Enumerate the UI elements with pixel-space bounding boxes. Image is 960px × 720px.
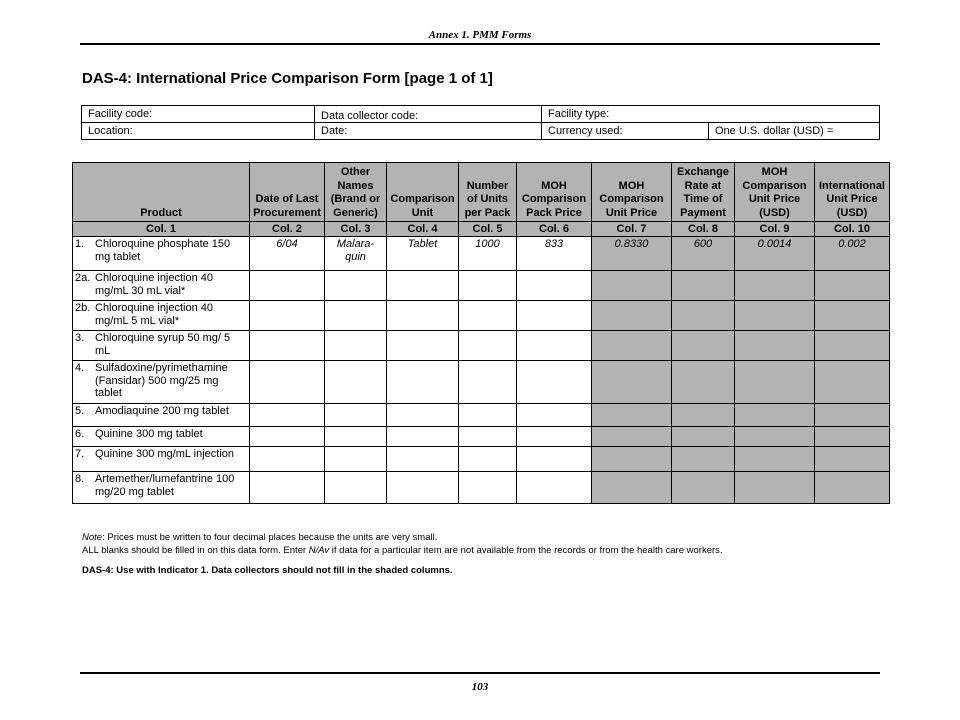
value-cell: 0.8330: [592, 237, 672, 271]
product-name: Quinine 300 mg/mL injection: [95, 448, 235, 460]
product-number: 7.: [75, 448, 85, 460]
date-label: Date:: [321, 125, 348, 137]
value-cell[interactable]: [459, 271, 517, 301]
value-cell[interactable]: [517, 271, 592, 301]
value-cell[interactable]: [325, 404, 387, 427]
value-cell[interactable]: [459, 301, 517, 331]
value-cell[interactable]: [459, 404, 517, 427]
table-row: [73, 301, 890, 331]
value-cell[interactable]: [459, 447, 517, 472]
form-notes: [82, 531, 723, 577]
product-number: 4.: [75, 362, 85, 374]
value-cell: [735, 361, 815, 404]
product-name: Chloroquine injection 40 mg/mL 30 mL vial*: [95, 272, 214, 297]
value-cell: [735, 427, 815, 447]
product-number: 1.: [75, 238, 85, 250]
page-header: Annex 1. PMM Forms: [428, 29, 532, 41]
value-cell: [672, 301, 735, 331]
value-cell: 600: [672, 237, 735, 271]
table-row: [73, 237, 890, 271]
note-text: : Prices must be written to four decimal places because the units are very small.: [102, 532, 438, 543]
value-cell: [592, 427, 672, 447]
value-cell: [672, 472, 735, 504]
value-cell: [592, 301, 672, 331]
value-cell: [672, 361, 735, 404]
value-cell[interactable]: [250, 301, 325, 331]
facility-code-field[interactable]: [82, 106, 315, 123]
value-cell[interactable]: [387, 427, 459, 447]
usd-rate-field[interactable]: [709, 123, 880, 140]
col-number: Col. 9: [735, 222, 815, 237]
col-number: Col. 2: [250, 222, 325, 237]
price-comparison-table: [72, 162, 890, 504]
value-cell[interactable]: [325, 427, 387, 447]
product-cell: [73, 427, 250, 447]
header-moh-pack-price: MOH Comparison Pack Price: [517, 163, 592, 222]
footer-rule: [80, 672, 880, 674]
value-cell[interactable]: [517, 331, 592, 361]
value-cell: [672, 331, 735, 361]
value-cell: [815, 361, 890, 404]
note-blanks-pre: ALL blanks should be filled in on this data form. Enter: [82, 545, 309, 556]
header-exchange-rate: Exchange Rate at Time of Payment: [672, 163, 735, 222]
table-row: [73, 331, 890, 361]
header-units-per-pack: Number of Units per Pack: [459, 163, 517, 222]
table-row: [73, 427, 890, 447]
value-cell[interactable]: [325, 361, 387, 404]
value-cell[interactable]: [325, 271, 387, 301]
note-indicator: DAS-4: Use with Indicator 1. Data collectors should not fill in the shaded columns.: [82, 565, 453, 576]
product-name: Chloroquine injection 40 mg/mL 5 mL vial*: [95, 302, 214, 327]
date-field[interactable]: [315, 123, 542, 140]
value-cell[interactable]: [387, 331, 459, 361]
value-cell: [735, 447, 815, 472]
value-cell[interactable]: [517, 447, 592, 472]
note-label: Note: [82, 532, 103, 543]
value-cell[interactable]: [459, 472, 517, 504]
product-number: 6.: [75, 428, 85, 440]
product-number: 5.: [75, 405, 85, 417]
header-moh-unit-price-usd: MOH Comparison Unit Price (USD): [735, 163, 815, 222]
value-cell[interactable]: [250, 404, 325, 427]
header-international-unit-price: International Unit Price (USD): [815, 163, 890, 222]
value-cell: 0.002: [815, 237, 890, 271]
page-number: 103: [471, 681, 489, 693]
data-collector-code-field[interactable]: [315, 106, 542, 123]
value-cell: [592, 404, 672, 427]
value-cell[interactable]: [517, 404, 592, 427]
value-cell[interactable]: [517, 427, 592, 447]
product-number: 2b.: [75, 302, 91, 314]
value-cell[interactable]: [250, 447, 325, 472]
col-number: Col. 7: [592, 222, 672, 237]
col-number: Col. 6: [517, 222, 592, 237]
value-cell[interactable]: [325, 447, 387, 472]
location-field[interactable]: [82, 123, 315, 140]
product-name: Amodiaquine 200 mg tablet: [95, 405, 229, 417]
value-cell[interactable]: [325, 331, 387, 361]
currency-used-label: Currency used:: [548, 125, 623, 137]
product-name: Artemether/lumefantrine 100 mg/20 mg tablet: [95, 473, 235, 498]
value-cell: [672, 271, 735, 301]
product-name: Sulfadoxine/pyrimethamine (Fansidar) 500 mg/25 mg tablet: [95, 362, 228, 399]
value-cell: [735, 331, 815, 361]
data-collector-code-label: Data collector code:: [321, 110, 419, 122]
facility-code-label: Facility code:: [88, 108, 153, 120]
table-row: [73, 404, 890, 427]
product-cell: [73, 447, 250, 472]
product-number: 3.: [75, 332, 85, 344]
value-cell[interactable]: [250, 427, 325, 447]
value-cell[interactable]: [325, 301, 387, 331]
facility-info-table: [81, 105, 880, 140]
form-title: DAS-4: International Price Comparison Form [page 1 of 1]: [82, 70, 493, 87]
value-cell[interactable]: [387, 404, 459, 427]
value-cell[interactable]: [387, 472, 459, 504]
header-moh-unit-price: MOH Comparison Unit Price: [592, 163, 672, 222]
header-product: Product: [73, 163, 250, 222]
location-label: Location:: [88, 125, 133, 137]
value-cell[interactable]: 6/04: [250, 237, 325, 271]
value-cell[interactable]: Tablet: [387, 237, 459, 271]
header-date-last-procurement: Date of Last Procurement: [250, 163, 325, 222]
value-cell: [592, 271, 672, 301]
value-cell: [815, 331, 890, 361]
table-row: [73, 472, 890, 504]
value-cell[interactable]: Malara-quin: [325, 237, 387, 271]
table-row: [73, 361, 890, 404]
value-cell: [815, 427, 890, 447]
value-cell: [592, 447, 672, 472]
note-blanks-post: if data for a particular item are not available from the records or from the health care workers.: [329, 545, 723, 556]
note-nav: N/Av: [308, 545, 330, 556]
value-cell: [735, 472, 815, 504]
value-cell[interactable]: [459, 427, 517, 447]
value-cell: 0.0014: [735, 237, 815, 271]
value-cell[interactable]: [387, 361, 459, 404]
col-number: Col. 4: [387, 222, 459, 237]
value-cell: [735, 271, 815, 301]
value-cell: [672, 404, 735, 427]
value-cell: [815, 447, 890, 472]
value-cell[interactable]: [250, 472, 325, 504]
value-cell: [815, 301, 890, 331]
value-cell[interactable]: [250, 361, 325, 404]
product-cell: [73, 331, 250, 361]
value-cell[interactable]: [517, 301, 592, 331]
currency-used-field[interactable]: [542, 123, 709, 140]
value-cell[interactable]: [459, 331, 517, 361]
col-number: Col. 1: [73, 222, 250, 237]
table-row: [73, 271, 890, 301]
facility-type-field[interactable]: [542, 106, 880, 123]
table-row: [73, 447, 890, 472]
value-cell: [672, 447, 735, 472]
product-name: Chloroquine syrup 50 mg/ 5 mL: [95, 332, 231, 357]
col-number: Col. 10: [815, 222, 890, 237]
product-name: Chloroquine phosphate 150 mg tablet: [95, 238, 231, 263]
value-cell: [672, 427, 735, 447]
value-cell[interactable]: 1000: [459, 237, 517, 271]
note-blanks: [82, 544, 723, 557]
col-number: Col. 3: [325, 222, 387, 237]
product-number: 2a.: [75, 272, 91, 284]
usd-rate-label: One U.S. dollar (USD) =: [715, 125, 834, 137]
col-number: Col. 5: [459, 222, 517, 237]
product-cell: [73, 472, 250, 504]
value-cell[interactable]: [387, 301, 459, 331]
value-cell[interactable]: [387, 447, 459, 472]
product-cell: [73, 301, 250, 331]
header-rule: [80, 43, 880, 45]
value-cell[interactable]: [250, 271, 325, 301]
value-cell: [592, 361, 672, 404]
value-cell: [815, 404, 890, 427]
note-decimal-places: [82, 531, 723, 544]
value-cell[interactable]: [517, 361, 592, 404]
product-number: 8.: [75, 473, 85, 485]
product-cell: [73, 361, 250, 404]
product-cell: [73, 271, 250, 301]
header-comparison-unit: Comparison Unit: [387, 163, 459, 222]
facility-type-label: Facility type:: [548, 108, 610, 120]
value-cell[interactable]: [325, 472, 387, 504]
value-cell: [592, 331, 672, 361]
value-cell[interactable]: [387, 271, 459, 301]
header-other-names: Other Names (Brand or Generic): [325, 163, 387, 222]
value-cell[interactable]: 833: [517, 237, 592, 271]
value-cell: [735, 404, 815, 427]
value-cell[interactable]: [517, 472, 592, 504]
product-name: Quinine 300 mg tablet: [95, 428, 203, 440]
value-cell: [735, 301, 815, 331]
value-cell: [815, 271, 890, 301]
value-cell[interactable]: [250, 331, 325, 361]
product-cell: [73, 237, 250, 271]
value-cell: [592, 472, 672, 504]
value-cell: [815, 472, 890, 504]
col-number: Col. 8: [672, 222, 735, 237]
value-cell[interactable]: [459, 361, 517, 404]
product-rows: [73, 237, 890, 504]
product-cell: [73, 404, 250, 427]
